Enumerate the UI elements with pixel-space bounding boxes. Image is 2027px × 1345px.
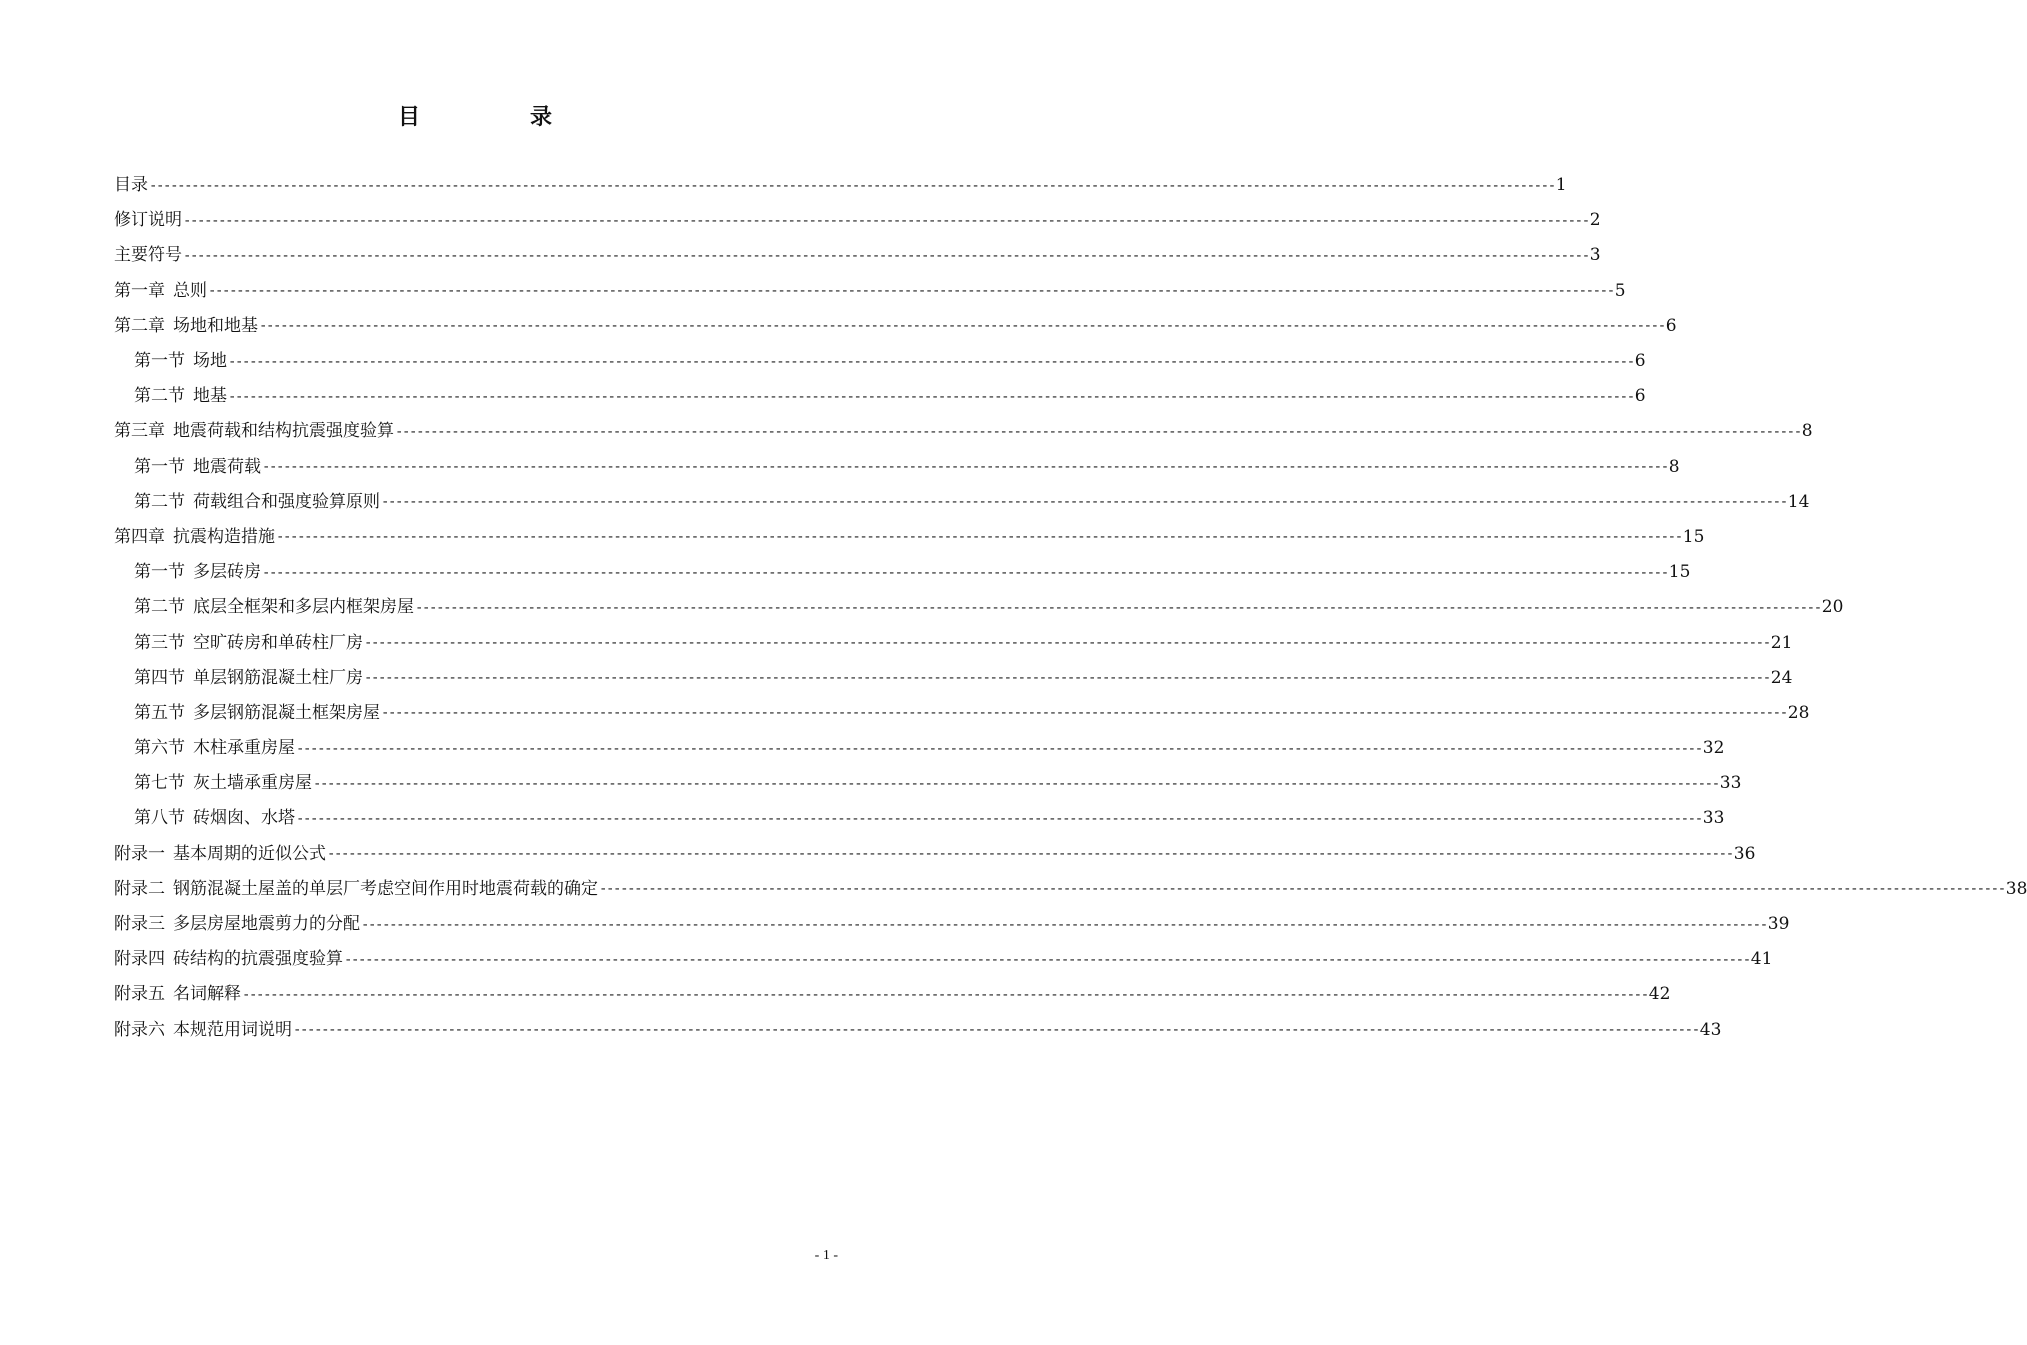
toc-entry-label — [114, 177, 148, 194]
toc-entry[interactable] — [114, 203, 1601, 238]
toc-entry-prefix: 附录五 — [114, 984, 165, 1005]
toc-entry-page: 36 — [1733, 843, 1756, 864]
toc-entry-page: 8 — [1668, 456, 1680, 477]
toc-entry-label — [114, 526, 275, 547]
toc-entry[interactable] — [114, 872, 2027, 907]
toc-entry-prefix: 第六节 — [134, 738, 185, 759]
toc-entry-label — [114, 280, 207, 301]
toc-dot-leader: -------------------------------------------------------------------------------------------------------------------------------------------------------------------------------------------------------- — [228, 353, 1634, 370]
toc-entry-prefix: 第二节 — [134, 386, 185, 407]
toc-entry-page: 42 — [1648, 984, 1671, 1005]
toc-dot-leader: -------------------------------------------------------------------------------------------------------------------------------------------------------------------------------------------------------- — [296, 740, 1702, 757]
toc-dot-leader: -------------------------------------------------------------------------------------------------------------------------------------------------------------------------------------------------------- — [599, 881, 2005, 898]
toc-entry-prefix: 第一章 — [114, 280, 165, 301]
toc-entry-title: 本规范用词说明 — [173, 1019, 292, 1040]
toc-dot-leader: -------------------------------------------------------------------------------------------------------------------------------------------------------------------------------------------------------- — [361, 916, 1767, 933]
toc-dot-leader: -------------------------------------------------------------------------------------------------------------------------------------------------------------------------------------------------------- — [296, 810, 1702, 827]
toc-entry-prefix: 第三节 — [134, 632, 185, 653]
toc-entry[interactable] — [114, 309, 1677, 344]
toc-entry[interactable] — [114, 766, 1742, 801]
toc-entry-label — [114, 212, 182, 229]
toc-dot-leader: -------------------------------------------------------------------------------------------------------------------------------------------------------------------------------------------------------- — [344, 951, 1750, 968]
toc-entry-title: 主要符号 — [114, 245, 182, 266]
toc-entry-title: 名词解释 — [173, 984, 241, 1005]
toc-entry[interactable] — [114, 801, 1725, 836]
toc-dot-leader: -------------------------------------------------------------------------------------------------------------------------------------------------------------------------------------------------------- — [313, 775, 1719, 792]
toc-entry-title: 底层全框架和多层内框架房屋 — [193, 597, 414, 618]
toc-entry-label — [134, 456, 261, 477]
toc-entry-label — [134, 775, 312, 792]
toc-entry-page: 15 — [1668, 562, 1691, 583]
toc-entry[interactable] — [114, 168, 1567, 203]
toc-entry-prefix: 附录二 — [114, 878, 165, 899]
toc-entry-title: 抗震构造措施 — [173, 526, 275, 547]
toc-entry-prefix: 附录四 — [114, 949, 165, 970]
toc-entry-page: 14 — [1787, 491, 1810, 512]
toc-dot-leader: -------------------------------------------------------------------------------------------------------------------------------------------------------------------------------------------------------- — [364, 670, 1770, 687]
toc-dot-leader: -------------------------------------------------------------------------------------------------------------------------------------------------------------------------------------------------------- — [183, 247, 1589, 264]
toc-entry-title: 地震荷载和结构抗震强度验算 — [173, 421, 394, 442]
toc-dot-leader: -------------------------------------------------------------------------------------------------------------------------------------------------------------------------------------------------------- — [381, 494, 1787, 511]
toc-entry-page: 3 — [1589, 245, 1601, 266]
toc-entry-label — [134, 702, 380, 723]
toc-entry-page: 6 — [1634, 386, 1646, 407]
toc-entry-label — [114, 423, 394, 440]
toc-entry[interactable] — [114, 555, 1691, 590]
toc-entry-page: 1 — [1555, 175, 1567, 196]
toc-entry-label — [134, 353, 227, 370]
toc-entry[interactable] — [114, 274, 1626, 309]
toc-entry[interactable] — [114, 1013, 1722, 1048]
toc-dot-leader: -------------------------------------------------------------------------------------------------------------------------------------------------------------------------------------------------------- — [327, 846, 1733, 863]
toc-entry-prefix: 附录六 — [114, 1019, 165, 1040]
toc-entry[interactable] — [114, 590, 1844, 625]
toc-entry-label — [114, 986, 241, 1003]
toc-entry[interactable] — [114, 414, 1813, 449]
toc-entry-title: 修订说明 — [114, 210, 182, 231]
toc-entry-label — [114, 916, 360, 933]
toc-entry[interactable] — [114, 344, 1646, 379]
toc-entry[interactable] — [114, 837, 1756, 872]
toc-entry-prefix: 第四章 — [114, 526, 165, 547]
toc-entry-prefix: 第七节 — [134, 773, 185, 794]
toc-entry-prefix: 第一节 — [134, 351, 185, 372]
toc-entry-page: 33 — [1702, 808, 1725, 829]
toc-dot-leader: -------------------------------------------------------------------------------------------------------------------------------------------------------------------------------------------------------- — [262, 564, 1668, 581]
toc-entry-title: 地震荷载 — [193, 456, 261, 477]
toc-entry[interactable] — [114, 942, 1773, 977]
toc-entry-label — [114, 247, 182, 264]
toc-dot-leader: -------------------------------------------------------------------------------------------------------------------------------------------------------------------------------------------------------- — [381, 705, 1787, 722]
toc-entry-label — [134, 491, 380, 512]
toc-entry-label — [114, 843, 326, 864]
toc-dot-leader: -------------------------------------------------------------------------------------------------------------------------------------------------------------------------------------------------------- — [183, 212, 1589, 229]
toc-entry-prefix: 第八节 — [134, 808, 185, 829]
toc-entry-page: 2 — [1589, 210, 1601, 231]
toc-entry-prefix: 第一节 — [134, 456, 185, 477]
toc-entry-page: 5 — [1614, 280, 1626, 301]
toc-dot-leader: -------------------------------------------------------------------------------------------------------------------------------------------------------------------------------------------------------- — [149, 177, 1555, 194]
toc-dot-leader: -------------------------------------------------------------------------------------------------------------------------------------------------------------------------------------------------------- — [395, 423, 1801, 440]
toc-entry-prefix: 第二节 — [134, 597, 185, 618]
toc-entry-title: 砖结构的抗震强度验算 — [173, 949, 343, 970]
toc-dot-leader: -------------------------------------------------------------------------------------------------------------------------------------------------------------------------------------------------------- — [242, 986, 1648, 1003]
toc-entry-title: 木柱承重房屋 — [193, 738, 295, 759]
toc-dot-leader: -------------------------------------------------------------------------------------------------------------------------------------------------------------------------------------------------------- — [262, 459, 1668, 476]
page-title: 目 录 — [397, 104, 596, 130]
toc-entry-label — [114, 878, 598, 899]
toc-entry-page: 38 — [2005, 878, 2027, 899]
toc-entry-title: 总则 — [173, 280, 207, 301]
toc-dot-leader: -------------------------------------------------------------------------------------------------------------------------------------------------------------------------------------------------------- — [415, 599, 1821, 616]
toc-entry-page: 24 — [1770, 667, 1793, 688]
toc-entry-title: 灰土墙承重房屋 — [193, 773, 312, 794]
toc-entry-label — [114, 1019, 292, 1040]
toc-entry[interactable] — [114, 625, 1793, 660]
toc-entry-title: 基本周期的近似公式 — [173, 843, 326, 864]
toc-entry-title: 钢筋混凝土屋盖的单层厂考虑空间作用时地震荷载的确定 — [173, 878, 598, 899]
toc-entry-title: 多层钢筋混凝土框架房屋 — [193, 702, 380, 723]
toc-entry-prefix: 第一节 — [134, 562, 185, 583]
toc-entry-prefix: 第三章 — [114, 421, 165, 442]
toc-entry[interactable] — [114, 450, 1680, 485]
toc-entry-page: 28 — [1787, 702, 1810, 723]
toc-entry-prefix: 第二节 — [134, 491, 185, 512]
toc-entry[interactable] — [114, 977, 1671, 1012]
toc-entry[interactable] — [114, 696, 1810, 731]
toc-entry-title: 砖烟囱、水塔 — [193, 808, 295, 829]
toc-entry-page: 15 — [1682, 526, 1705, 547]
toc-entry-page: 8 — [1801, 421, 1813, 442]
toc-entry-prefix: 第二章 — [114, 315, 165, 336]
toc-entry-title: 单层钢筋混凝土柱厂房 — [193, 667, 363, 688]
toc-entry-title: 地基 — [193, 386, 227, 407]
toc-entry-prefix: 第五节 — [134, 702, 185, 723]
toc-entry-label — [114, 951, 343, 968]
toc-entry-page: 32 — [1702, 738, 1725, 759]
toc-entry-prefix: 附录三 — [114, 914, 165, 935]
toc-entry-label — [134, 632, 363, 653]
toc-entry-label — [134, 599, 414, 616]
toc-entry[interactable] — [114, 485, 1810, 520]
toc-entry-title: 场地 — [193, 351, 227, 372]
toc-dot-leader: -------------------------------------------------------------------------------------------------------------------------------------------------------------------------------------------------------- — [364, 635, 1770, 652]
toc-entry-label — [134, 388, 227, 405]
toc-entry-prefix: 附录一 — [114, 843, 165, 864]
toc-entry[interactable] — [114, 731, 1725, 766]
toc-entry-label — [134, 810, 295, 827]
toc-entry-title: 场地和地基 — [173, 315, 258, 336]
page-number: - 1 - — [814, 1248, 838, 1263]
toc-entry[interactable] — [114, 907, 1790, 942]
toc-dot-leader: -------------------------------------------------------------------------------------------------------------------------------------------------------------------------------------------------------- — [228, 388, 1634, 405]
toc-entry-title: 多层砖房 — [193, 562, 261, 583]
toc-entry[interactable] — [114, 379, 1646, 414]
toc-entry-title: 目录 — [114, 175, 148, 196]
table-of-contents — [114, 168, 2027, 1048]
toc-entry-title: 多层房屋地震剪力的分配 — [173, 914, 360, 935]
toc-dot-leader: -------------------------------------------------------------------------------------------------------------------------------------------------------------------------------------------------------- — [276, 529, 1682, 546]
toc-entry-label — [134, 564, 261, 581]
toc-entry-label — [134, 667, 363, 688]
toc-entry-page: 6 — [1634, 351, 1646, 372]
toc-dot-leader: -------------------------------------------------------------------------------------------------------------------------------------------------------------------------------------------------------- — [259, 318, 1665, 335]
toc-entry-label — [134, 740, 295, 757]
toc-entry-title: 空旷砖房和单砖柱厂房 — [193, 632, 363, 653]
toc-dot-leader: -------------------------------------------------------------------------------------------------------------------------------------------------------------------------------------------------------- — [208, 283, 1614, 300]
toc-entry-prefix: 第四节 — [134, 667, 185, 688]
toc-entry-page: 20 — [1821, 597, 1844, 618]
toc-entry-page: 33 — [1719, 773, 1742, 794]
toc-entry-label — [114, 315, 258, 336]
toc-entry[interactable] — [114, 661, 1793, 696]
toc-entry-page: 6 — [1665, 315, 1677, 336]
toc-entry-title: 荷载组合和强度验算原则 — [193, 491, 380, 512]
toc-entry-page: 41 — [1750, 949, 1773, 970]
toc-entry-page: 39 — [1767, 914, 1790, 935]
toc-entry[interactable] — [114, 238, 1601, 273]
toc-entry[interactable] — [114, 520, 1705, 555]
toc-entry-page: 43 — [1699, 1019, 1722, 1040]
toc-dot-leader: -------------------------------------------------------------------------------------------------------------------------------------------------------------------------------------------------------- — [293, 1022, 1699, 1039]
toc-entry-page: 21 — [1770, 632, 1793, 653]
